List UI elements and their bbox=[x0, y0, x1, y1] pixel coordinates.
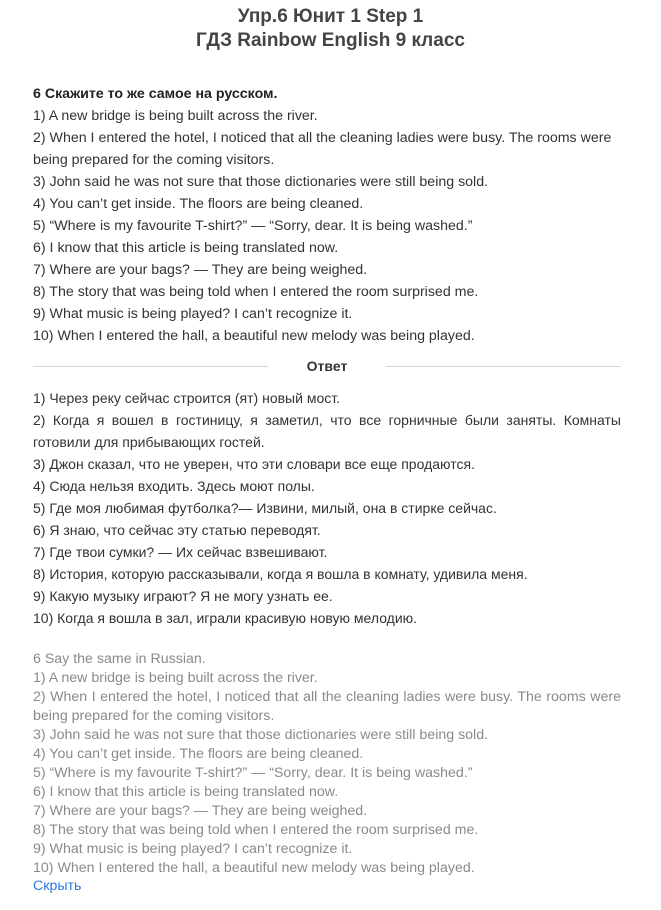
hide-translation-link[interactable]: Скрыть bbox=[33, 878, 82, 894]
task-sentence: 3) John said he was not sure that those dictionaries were still being sold. bbox=[33, 174, 489, 190]
answer-sentence: 10) Когда я вошла в зал, играли красивую новую мелодию. bbox=[33, 610, 418, 626]
answer-block bbox=[33, 387, 621, 629]
translation-sentence: 3) John said he was not sure that those dictionaries were still being sold. bbox=[33, 727, 489, 743]
answer-divider bbox=[33, 356, 621, 378]
translation-sentence: 9) What music is being played? I can’t recognize it. bbox=[33, 841, 353, 857]
answer-sentence: 7) Где твои сумки? — Их сейчас взвешивают. bbox=[33, 544, 328, 560]
answer-divider-label: Ответ bbox=[306, 358, 348, 374]
task-sentence: 7) Where are your bags? — They are being weighed. bbox=[33, 262, 368, 278]
task-sentence: 8) The story that was being told when I entered the room surprised me. bbox=[33, 284, 479, 300]
task-sentence: 4) You can’t get inside. The floors are being cleaned. bbox=[33, 196, 364, 212]
translation-sentence: 7) Where are your bags? — They are being weighed. bbox=[33, 803, 368, 819]
answer-sentence: 3) Джон сказал, что не уверен, что эти словари все еще продаются. bbox=[33, 456, 475, 472]
page-title-line-2: ГДЗ Rainbow English 9 класс bbox=[196, 30, 465, 51]
translation-sentence: 5) “Where is my favourite T-shirt?” — “Sorry, dear. It is being washed.” bbox=[33, 765, 473, 781]
answer-sentence: 5) Где моя любимая футболка?— Извини, милый, она в стирке сейчас. bbox=[33, 500, 497, 516]
task-sentence: 2) When I entered the hotel, I noticed that all the cleaning ladies were busy. The rooms were being prepared for the coming visitors. bbox=[33, 130, 612, 168]
translation-heading: 6 Say the same in Russian. bbox=[33, 651, 206, 667]
task-sentence: 5) “Where is my favourite T-shirt?” — “Sorry, dear. It is being washed.” bbox=[33, 218, 473, 234]
translation-sentence: 4) You can’t get inside. The floors are being cleaned. bbox=[33, 746, 364, 762]
task-sentence: 6) I know that this article is being translated now. bbox=[33, 240, 339, 256]
answer-sentence: 2) Когда я вошел в гостиницу, я заметил, что все горничные были заняты. Комнаты готовили для прибывающих гостей. bbox=[33, 412, 621, 450]
translation-sentence: 10) When I entered the hall, a beautiful new melody was being played. bbox=[33, 860, 475, 876]
page-title-line-1: Упр.6 Юнит 1 Step 1 bbox=[237, 6, 424, 27]
translation-sentence: 8) The story that was being told when I entered the room surprised me. bbox=[33, 822, 479, 838]
answer-sentence: 9) Какую музыку играют? Я не могу узнать ее. bbox=[33, 588, 333, 604]
translation-sentence: 2) When I entered the hotel, I noticed that all the cleaning ladies were busy. The rooms were being prepared for the coming visitors. bbox=[33, 689, 621, 724]
answer-sentence: 8) История, которую рассказывали, когда я вошла в комнату, удивила меня. bbox=[33, 566, 528, 582]
page-title bbox=[0, 5, 661, 53]
task-block bbox=[33, 83, 621, 347]
answer-sentence: 4) Сюда нельзя входить. Здесь моют полы. bbox=[33, 478, 315, 494]
divider-line-right bbox=[386, 366, 621, 367]
task-sentence: 9) What music is being played? I can’t recognize it. bbox=[33, 306, 353, 322]
translation-sentence: 6) I know that this article is being translated now. bbox=[33, 784, 339, 800]
task-heading: 6 Скажите то же самое на русском. bbox=[33, 86, 278, 102]
translation-block bbox=[33, 650, 621, 878]
translation-sentence: 1) A new bridge is being built across the river. bbox=[33, 670, 318, 686]
task-sentence: 10) When I entered the hall, a beautiful new melody was being played. bbox=[33, 328, 475, 344]
task-sentence: 1) A new bridge is being built across the river. bbox=[33, 108, 318, 124]
answer-sentence: 6) Я знаю, что сейчас эту статью переводят. bbox=[33, 522, 321, 538]
answer-sentence: 1) Через реку сейчас строится (ят) новый мост. bbox=[33, 390, 340, 406]
